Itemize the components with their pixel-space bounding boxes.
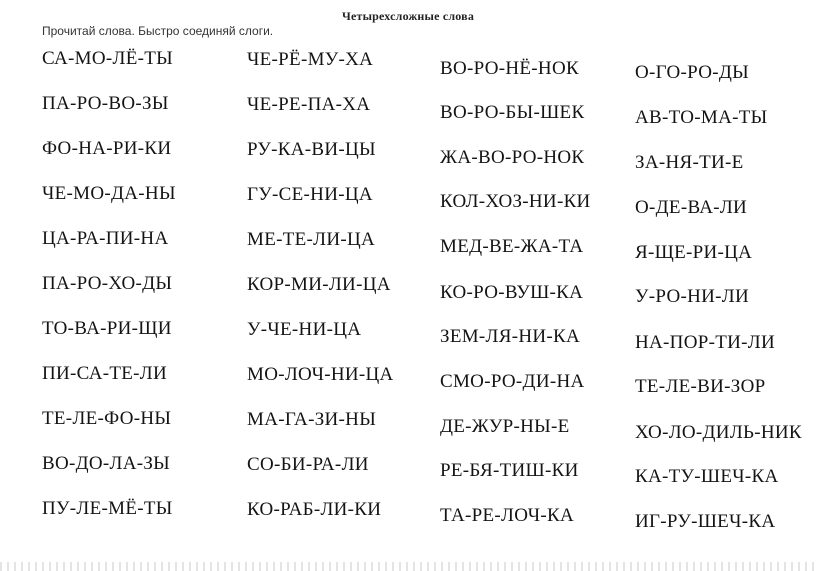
word-item: ТЕ-ЛЕ-ФО-НЫ xyxy=(42,408,172,429)
word-item: МО-ЛОЧ-НИ-ЦА xyxy=(247,364,394,385)
word-item: ВО-РО-НЁ-НОК xyxy=(440,58,579,79)
word-item: СО-БИ-РА-ЛИ xyxy=(247,454,369,475)
word-grid xyxy=(0,40,816,560)
word-item: ЗА-НЯ-ТИ-Е xyxy=(635,152,744,173)
word-item: ПА-РО-ВО-ЗЫ xyxy=(42,93,169,114)
word-item: ПА-РО-ХО-ДЫ xyxy=(42,273,173,294)
word-item: СА-МО-ЛЁ-ТЫ xyxy=(42,48,174,69)
word-item: РУ-КА-ВИ-ЦЫ xyxy=(247,139,376,160)
word-item: КОР-МИ-ЛИ-ЦА xyxy=(247,274,391,295)
word-item: ТЕ-ЛЕ-ВИ-ЗОР xyxy=(635,376,766,397)
word-item: ВО-ДО-ЛА-ЗЫ xyxy=(42,453,171,474)
page-title: Четырехсложные слова xyxy=(341,9,475,23)
word-item: ЧЕ-РЁ-МУ-ХА xyxy=(247,49,374,70)
word-item: ПИ-СА-ТЕ-ЛИ xyxy=(42,363,167,384)
word-item: О-ДЕ-ВА-ЛИ xyxy=(635,197,748,218)
word-item: ЗЕМ-ЛЯ-НИ-КА xyxy=(440,326,580,347)
word-item: ЦА-РА-ПИ-НА xyxy=(42,228,169,249)
word-item: ПУ-ЛЕ-МЁ-ТЫ xyxy=(42,498,173,519)
word-item: МЕ-ТЕ-ЛИ-ЦА xyxy=(247,229,376,250)
word-item: НА-ПОР-ТИ-ЛИ xyxy=(635,332,775,353)
word-item: КО-РАБ-ЛИ-КИ xyxy=(247,499,382,520)
page-bottom-edge xyxy=(0,562,816,571)
word-item: ЧЕ-МО-ДА-НЫ xyxy=(42,183,176,204)
word-item: РЕ-БЯ-ТИШ-КИ xyxy=(440,460,579,481)
word-item: АВ-ТО-МА-ТЫ xyxy=(635,107,768,128)
word-item: ФО-НА-РИ-КИ xyxy=(42,138,172,159)
word-item: ХО-ЛО-ДИЛЬ-НИК xyxy=(635,422,802,443)
word-item: ТА-РЕ-ЛОЧ-КА xyxy=(440,505,575,526)
word-item: У-РО-НИ-ЛИ xyxy=(635,286,750,307)
word-item: У-ЧЕ-НИ-ЦА xyxy=(247,319,362,340)
word-item: ТО-ВА-РИ-ЩИ xyxy=(42,318,172,339)
word-item: ГУ-СЕ-НИ-ЦА xyxy=(247,184,373,205)
word-item: КОЛ-ХОЗ-НИ-КИ xyxy=(440,191,591,212)
word-item: О-ГО-РО-ДЫ xyxy=(635,62,749,83)
word-item: КА-ТУ-ШЕЧ-КА xyxy=(635,466,779,487)
word-item: ДЕ-ЖУР-НЫ-Е xyxy=(440,416,570,437)
word-item: ВО-РО-БЫ-ШЕК xyxy=(440,102,585,123)
instruction-text: Прочитай слова. Быстро соединяй слоги. xyxy=(42,24,274,38)
word-item: МЕД-ВЕ-ЖА-ТА xyxy=(440,236,584,257)
word-item: СМО-РО-ДИ-НА xyxy=(440,371,585,392)
word-item: МА-ГА-ЗИ-НЫ xyxy=(247,409,377,430)
word-item: Я-ЩЕ-РИ-ЦА xyxy=(635,242,753,263)
word-item: ЧЕ-РЕ-ПА-ХА xyxy=(247,94,371,115)
word-item: ЖА-ВО-РО-НОК xyxy=(440,147,585,168)
word-item: ИГ-РУ-ШЕЧ-КА xyxy=(635,511,776,532)
word-item: КО-РО-ВУШ-КА xyxy=(440,282,584,303)
